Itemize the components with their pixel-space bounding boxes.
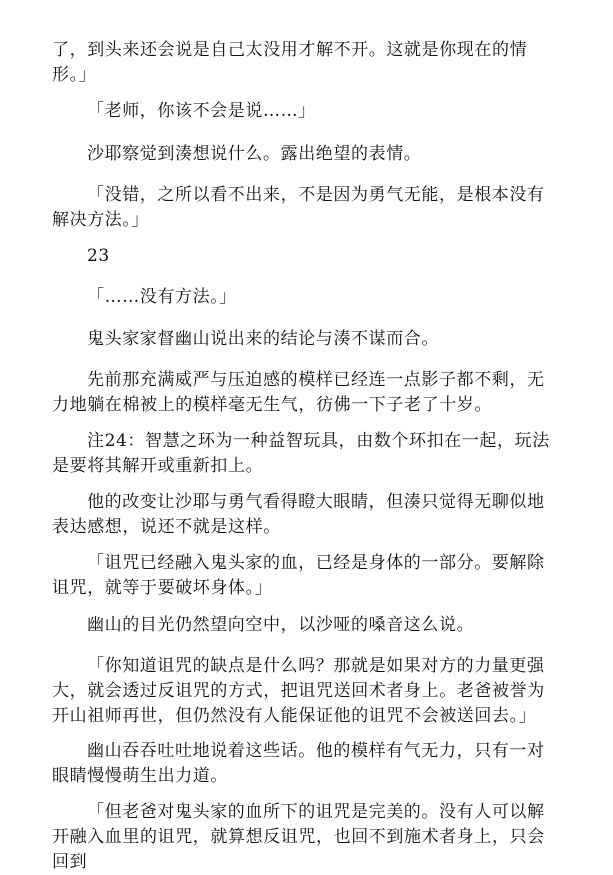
paragraph-narration: 先前那充满威严与压迫感的模样已经连一点影子都不剩，无力地躺在棉被上的模样毫无生气，彷佛一下子老了十岁。 [52, 370, 545, 415]
paragraph-dialogue: 「诅咒已经融入鬼头家的血，已经是身体的一部分。要解除诅咒，就等于要破坏身体。」 [52, 553, 545, 598]
paragraph-narration: 沙耶察觉到湊想说什么。露出绝望的表情。 [87, 144, 422, 164]
paragraph-narration: 他的改变让沙耶与勇气看得瞪大眼睛，但湊只觉得无聊似地表达感想，说还不就是这样。 [52, 492, 545, 537]
footnote-text: 注24：智慧之环为一种益智玩具，由数个环扣在一起，玩法是要将其解开或重新扣上。 [52, 431, 550, 476]
footnote-marker: 23 [87, 246, 110, 266]
paragraph-narration: 鬼头家家督幽山说出来的结论与湊不谋而合。 [87, 329, 439, 349]
paragraph-dialogue: 「……没有方法。」 [87, 287, 237, 307]
paragraph-continuation: 了，到头来还会说是自己太没用才解不开。这就是你现在的情形。」 [52, 40, 528, 85]
paragraph-narration: 幽山的目光仍然望向空中，以沙哑的嗓音这么说。 [87, 615, 475, 635]
paragraph-dialogue: 「你知道诅咒的缺点是什么吗？那就是如果对方的力量更强大，就会透过反诅咒的方式，把诅咒送回术者身上。老爸被誉为开山祖师再世，但仍然没有人能保证他的诅咒不会被送回去。」 [52, 656, 545, 726]
paragraph-dialogue: 「老师，你该不会是说……」 [87, 101, 316, 121]
paragraph-dialogue: 「没错，之所以看不出来，不是因为勇气无能，是根本没有解决方法。」 [52, 185, 545, 230]
paragraph-dialogue: 「但老爸对鬼头家的血所下的诅咒是完美的。没有人可以解开融入血里的诅咒，就算想反诅咒，也回不到施术者身上，只会回到 [52, 802, 545, 872]
paragraph-narration: 幽山吞吞吐吐地说着这些话。他的模样有气无力，只有一对眼睛慢慢萌生出力道。 [52, 741, 545, 786]
